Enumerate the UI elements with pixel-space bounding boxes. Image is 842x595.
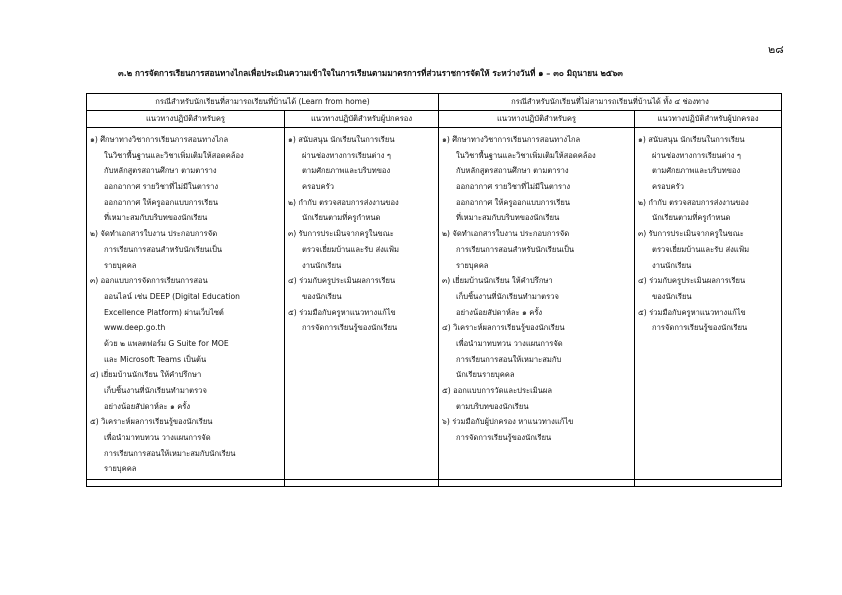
- guideline-text-line: ออกอากาศ รายวิชาที่ไม่มีในตาราง: [456, 182, 571, 192]
- guideline-text-line: อย่างน้อยสัปดาห์ละ ๑ ครั้ง: [456, 307, 543, 317]
- guideline-item: [638, 195, 778, 226]
- teacher-guidelines-home-cell: [87, 128, 285, 480]
- guideline-item: [90, 132, 281, 226]
- guideline-text-line: ๖) ร่วมมือกับผู้ปกครอง หาแนวทางแก้ไข: [442, 417, 574, 427]
- sub-header-teacher-2: แนวทางปฏิบัติสำหรับครู: [439, 111, 635, 128]
- guideline-text-line: ออกอากาศ ให้ครูออกแบบการเรียน: [456, 197, 571, 207]
- guideline-text-line: การเรียนการสอนให้เหมาะสมกับ: [456, 354, 562, 364]
- guideline-text-line: นักเรียนรายบุคคล: [456, 370, 515, 380]
- page-number: ๒๘: [768, 43, 784, 56]
- guideline-text-line: อย่างน้อยสัปดาห์ละ ๑ ครั้ง: [104, 401, 191, 411]
- guideline-text-line: เพื่อนำมาทบทวน วางแผนการจัด: [104, 433, 211, 443]
- guideline-text-line: ผ่านช่องทางการเรียนต่าง ๆ: [302, 150, 391, 160]
- guideline-item: [638, 226, 778, 273]
- guideline-text-line: ๓) เยี่ยมบ้านนักเรียน ให้คำปรึกษา: [442, 276, 553, 286]
- group-header-learn-from-home: กรณีสำหรับนักเรียนที่สามารถเรียนที่บ้านได้ (Learn from home): [87, 94, 439, 111]
- guideline-text-line: ๔) ร่วมกับครูประเมินผลการเรียน: [638, 276, 746, 286]
- guideline-text-line: ๕) วิเคราะห์ผลการเรียนรู้ของนักเรียน: [90, 417, 213, 427]
- guideline-text-line: ตรวจเยี่ยมบ้านและรับ ส่งแฟ้ม: [652, 244, 750, 254]
- guideline-text-line: ๒) กำกับ ตรวจสอบการส่งงานของ: [638, 197, 749, 207]
- guideline-text-line: ตามบริบทของนักเรียน: [456, 401, 529, 411]
- guideline-item: [638, 132, 778, 195]
- guideline-item: [288, 273, 435, 304]
- guideline-text-line: ๔) วิเคราะห์ผลการเรียนรู้ของนักเรียน: [442, 323, 565, 333]
- guideline-item: [442, 320, 631, 383]
- guidelines-table: [86, 93, 782, 487]
- guideline-text-line: ตามศักยภาพและบริบทของ: [652, 166, 741, 176]
- group-header-row: [87, 94, 782, 111]
- section-heading: ๓.๒ การจัดการเรียนการสอนทางไกลเพื่อประเมินความเข้าใจในการเรียนตามมาตรการที่ส่วนราชการจัดให้ ระหว่างวันที่ ๑ – ๓๐ มิถุนายน ๒๕๖๓: [118, 68, 623, 78]
- guideline-text-line: ตามศักยภาพและบริบทของ: [302, 166, 391, 176]
- guideline-item: [638, 273, 778, 304]
- guideline-item: [442, 226, 631, 273]
- guideline-text-line: และ Microsoft Teams เป็นต้น: [104, 354, 207, 364]
- guideline-text-line: การจัดการเรียนรู้ของนักเรียน: [302, 323, 398, 333]
- guideline-text-line: การเรียนการสอนสำหรับนักเรียนเป็น: [104, 244, 223, 254]
- guideline-text-line: ๕) ร่วมมือกับครูหาแนวทางแก้ไข: [288, 307, 396, 317]
- guideline-text-line: ๒) จัดทำเอกสารใบงาน ประกอบการจัด: [442, 229, 570, 239]
- guideline-text-line: ๒) กำกับ ตรวจสอบการส่งงานของ: [288, 197, 399, 207]
- guideline-text-line: ๒) จัดทำเอกสารใบงาน ประกอบการจัด: [90, 229, 218, 239]
- guideline-text-line: การเรียนการสอนให้เหมาะสมกับนักเรียน: [104, 448, 236, 458]
- guideline-item: [90, 414, 281, 477]
- guideline-text-line: ออกอากาศ รายวิชาที่ไม่มีในตาราง: [104, 182, 219, 192]
- guideline-item: [288, 226, 435, 273]
- guideline-text-line: การเรียนการสอนสำหรับนักเรียนเป็น: [456, 244, 575, 254]
- guideline-text-line: ๑) สนับสนุน นักเรียนในการเรียน: [288, 135, 395, 144]
- guideline-text-line: เก็บชิ้นงานที่นักเรียนทำมาตรวจ: [104, 386, 207, 395]
- guideline-text-line: ๕) ออกแบบการวัดและประเมินผล: [442, 386, 553, 395]
- guideline-text-line: เพื่อนำมาทบทวน วางแผนการจัด: [456, 338, 563, 348]
- guideline-item: [442, 383, 631, 414]
- guideline-text-line: ๓) รับการประเมินจากครูในขณะ: [638, 229, 744, 239]
- guideline-item: [442, 414, 631, 445]
- spacer-cell: [635, 480, 782, 487]
- guideline-text-line: ๑) ศึกษาทางวิชาการเรียนการสอนทางไกล: [442, 135, 581, 144]
- guideline-text-line: กับหลักสูตรสถานศึกษา ตามตาราง: [456, 166, 569, 176]
- guideline-text-line: ๔) ร่วมกับครูประเมินผลการเรียน: [288, 276, 396, 286]
- guideline-text-line: งานนักเรียน: [302, 260, 342, 270]
- guideline-text-line: www.deep.go.th: [104, 323, 166, 333]
- guideline-text-line: งานนักเรียน: [652, 260, 692, 270]
- guideline-text-line: ๑) ศึกษาทางวิชาการเรียนการสอนทางไกล: [90, 135, 229, 144]
- guideline-text-line: ๑) สนับสนุน นักเรียนในการเรียน: [638, 135, 745, 144]
- spacer-cell: [439, 480, 635, 487]
- teacher-guidelines-no-home-cell: [439, 128, 635, 480]
- group-header-cannot-learn-from-home: กรณีสำหรับนักเรียนที่ไม่สามารถเรียนที่บ้านได้ ทั้ง ๔ ช่องทาง: [439, 94, 782, 111]
- guideline-text-line: เก็บชิ้นงานที่นักเรียนทำมาตรวจ: [456, 291, 559, 301]
- parent-guidelines-no-home-cell: [635, 128, 782, 480]
- guideline-item: [442, 132, 631, 226]
- guideline-item: [90, 367, 281, 414]
- sub-header-teacher-1: แนวทางปฏิบัติสำหรับครู: [87, 111, 285, 128]
- guideline-text-line: ของนักเรียน: [302, 291, 342, 301]
- guideline-text-line: ๔) เยี่ยมบ้านนักเรียน ให้คำปรึกษา: [90, 370, 202, 380]
- guideline-text-line: ออนไลน์ เช่น DEEP (Digital Education: [104, 291, 240, 301]
- table-bottom-spacer-row: [87, 480, 782, 487]
- guideline-text-line: Excellence Platform) ผ่านเว็บไซต์: [104, 307, 224, 317]
- sub-header-row: [87, 111, 782, 128]
- spacer-cell: [285, 480, 439, 487]
- guideline-text-line: การจัดการเรียนรู้ของนักเรียน: [456, 433, 552, 443]
- guideline-item: [288, 305, 435, 336]
- guideline-item: [638, 305, 778, 336]
- guideline-text-line: ในวิชาพื้นฐานและวิชาเพิ่มเติมให้สอดคล้อง: [104, 150, 244, 160]
- guideline-item: [288, 195, 435, 226]
- guideline-item: [90, 226, 281, 273]
- sub-header-parent-2: แนวทางปฏิบัติสำหรับผู้ปกครอง: [635, 111, 782, 128]
- guideline-item: [90, 273, 281, 367]
- parent-guidelines-home-cell: [285, 128, 439, 480]
- guideline-text-line: ในวิชาพื้นฐานและวิชาเพิ่มเติมให้สอดคล้อง: [456, 150, 596, 160]
- guideline-text-line: ผ่านช่องทางการเรียนต่าง ๆ: [652, 150, 741, 160]
- guideline-text-line: ที่เหมาะสมกับบริบทของนักเรียน: [104, 213, 208, 223]
- guideline-item: [288, 132, 435, 195]
- guideline-text-line: นักเรียนตามที่ครูกำหนด: [302, 213, 381, 223]
- guideline-text-line: การจัดการเรียนรู้ของนักเรียน: [652, 323, 748, 333]
- guideline-text-line: รายบุคคล: [456, 260, 489, 270]
- guideline-text-line: รายบุคคล: [104, 464, 137, 474]
- guideline-text-line: ด้วย ๒ แพลตฟอร์ม G Suite for MOE: [104, 338, 229, 348]
- sub-header-parent-1: แนวทางปฏิบัติสำหรับผู้ปกครอง: [285, 111, 439, 128]
- guideline-text-line: ออกอากาศ ให้ครูออกแบบการเรียน: [104, 197, 219, 207]
- guideline-text-line: ครอบครัว: [652, 182, 684, 192]
- guideline-row: [87, 128, 782, 480]
- spacer-cell: [87, 480, 285, 487]
- guideline-text-line: ที่เหมาะสมกับบริบทของนักเรียน: [456, 213, 560, 223]
- guideline-text-line: กับหลักสูตรสถานศึกษา ตามตาราง: [104, 166, 217, 176]
- guideline-text-line: รายบุคคล: [104, 260, 137, 270]
- guideline-text-line: ครอบครัว: [302, 182, 334, 192]
- guideline-text-line: ของนักเรียน: [652, 291, 692, 301]
- guideline-item: [442, 273, 631, 320]
- guideline-text-line: ๓) รับการประเมินจากครูในขณะ: [288, 229, 394, 239]
- guideline-text-line: ตรวจเยี่ยมบ้านและรับ ส่งแฟ้ม: [302, 244, 400, 254]
- guideline-text-line: ๕) ร่วมมือกับครูหาแนวทางแก้ไข: [638, 307, 746, 317]
- guideline-text-line: ๓) ออกแบบการจัดการเรียนการสอน: [90, 276, 208, 286]
- guideline-text-line: นักเรียนตามที่ครูกำหนด: [652, 213, 731, 223]
